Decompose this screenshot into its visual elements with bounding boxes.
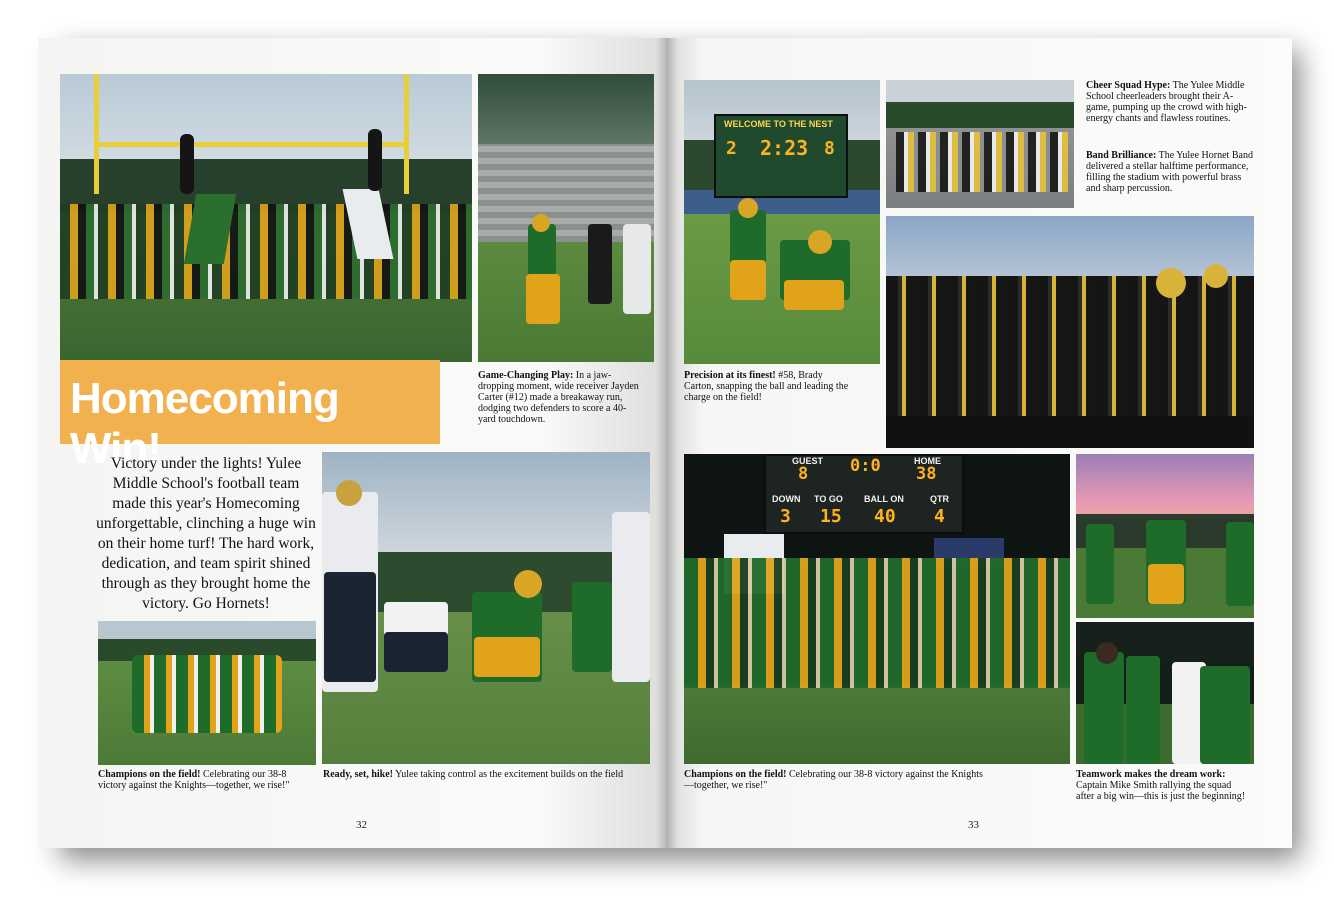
caption-teamwork: Teamwork makes the dream work: Captain Mike Smith rallying the squad after a big win—this is just the beginning! bbox=[1076, 769, 1246, 802]
photo-receiver-run bbox=[478, 74, 654, 362]
photo-precision-snap bbox=[684, 80, 880, 364]
spine-gutter bbox=[656, 38, 678, 848]
photo-team-huddle bbox=[98, 621, 316, 765]
photo-team-victory bbox=[684, 454, 1070, 764]
headline-banner bbox=[60, 360, 440, 473]
caption-band-brilliance: Band Brilliance: The Yulee Hornet Band delivered a stellar halftime performance, filling the stadium with powerful brass and sharp percussion. bbox=[1086, 150, 1253, 194]
page-number-right: 33 bbox=[968, 819, 979, 831]
scoreboard-final: GUEST HOME 8 0:0 38 DOWN TO GO BALL ON QTR 3 15 40 4 bbox=[764, 454, 964, 534]
caption-cheer-squad: Cheer Squad Hype: The Yulee Middle School cheerleaders brought their A-game, pumping up the crowd with high-energy chants and flawless routines. bbox=[1086, 80, 1247, 124]
photo-team-runout bbox=[60, 74, 472, 362]
scoreboard-small: WELCOME TO THE NEST 2 2:23 8 bbox=[714, 114, 848, 198]
caption-champions-right: Champions on the field! Celebrating our 38-8 victory against the Knights—together, we rise!" bbox=[684, 769, 983, 791]
caption-precision: Precision at its finest! #58, Brady Carton, snapping the ball and leading the charge on the field! bbox=[684, 370, 849, 403]
intro-paragraph: Victory under the lights! Yulee Middle School's football team made this year's Homecoming unforgettable, clinching a huge win on their home turf! The hard work, dedication, and team spirit shined through as they brought home the victory. Go Hornets! bbox=[96, 455, 316, 612]
photo-cheer-squad bbox=[886, 80, 1074, 208]
page-number-left: 32 bbox=[356, 819, 367, 831]
caption-game-changing-play: Game-Changing Play: In a jaw-dropping moment, wide receiver Jayden Carter (#12) made a breakaway run, dodging two defenders to score a 40-yard touchdown. bbox=[478, 370, 639, 425]
left-page bbox=[38, 38, 666, 848]
caption-ready-set-hike: Ready, set, hike! Yulee taking control as the excitement builds on the field bbox=[323, 769, 624, 780]
caption-champions-left: Champions on the field! Celebrating our 38-8 victory against the Knights—together, we rise!" bbox=[98, 769, 290, 791]
photo-hornet-band bbox=[886, 216, 1254, 448]
photo-ready-set-hike bbox=[322, 452, 650, 764]
yearbook-spread bbox=[38, 38, 1292, 848]
photo-teamwork bbox=[1076, 622, 1254, 764]
right-page bbox=[666, 38, 1292, 848]
photo-sunset-sideline bbox=[1076, 454, 1254, 618]
headline: Homecoming Win! bbox=[70, 374, 339, 473]
